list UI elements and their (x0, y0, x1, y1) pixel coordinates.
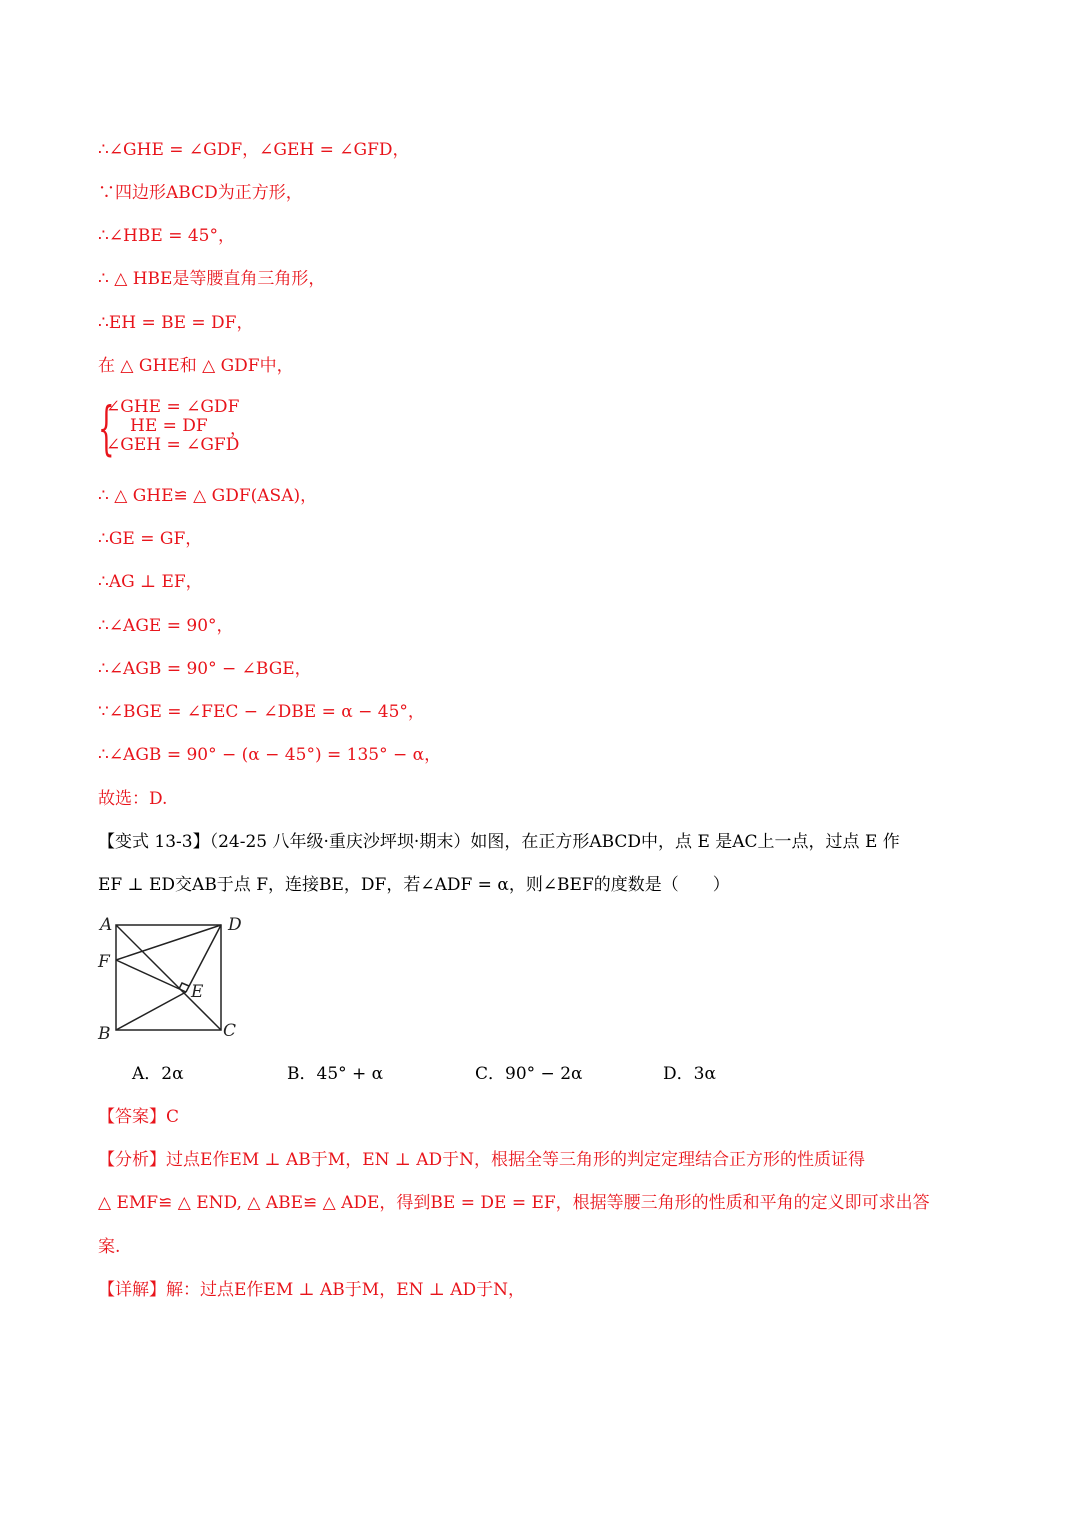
detail-tag: 【详解】 (98, 1280, 166, 1300)
solution-step: 故选：D. (98, 789, 168, 809)
label-e: E (191, 982, 204, 1002)
option-value: 2α (161, 1064, 184, 1084)
label-c: C (223, 1021, 237, 1041)
solution-step: ∴∠GHE = ∠GDF，∠GEH = ∠GFD， (98, 140, 410, 160)
solution-step: ∴GE = GF， (98, 529, 203, 549)
solution-step: ∴∠AGB = 90° − (α − 45°) = 135° − α， (98, 745, 442, 765)
label-a: A (100, 915, 113, 935)
solution-step: ∴∠HBE = 45°， (98, 226, 235, 246)
label-d: D (228, 915, 242, 935)
problem-tag: 【变式 13-3】 (98, 832, 210, 852)
analysis-line: 案. (98, 1237, 121, 1257)
diagonal-ac (116, 925, 221, 1030)
detail-line (98, 1279, 525, 1301)
system-row: ∠GHE = ∠GDF (106, 397, 240, 417)
solution-step: ∵∠BGE = ∠FEC − ∠DBE = α − 45°， (98, 702, 425, 722)
solution-step: ∵四边形ABCD为正方形， (98, 183, 303, 203)
analysis-tag: 【分析】 (98, 1150, 166, 1170)
option-letter: C． (475, 1064, 506, 1084)
system-row: HE = DF (130, 416, 208, 436)
answer-value: C (166, 1107, 180, 1127)
option-value: 45° + α (316, 1064, 384, 1084)
option-letter: A． (132, 1064, 162, 1084)
option-value: 90° − 2α (505, 1064, 583, 1084)
option-letter: D． (663, 1064, 694, 1084)
answer-tag: 【答案】 (98, 1107, 166, 1127)
problem-line (98, 831, 900, 853)
system-row: ∠GEH = ∠GFD (106, 435, 240, 455)
solution-step: ∴∠AGE = 90°， (98, 616, 234, 636)
option-c (475, 1063, 583, 1085)
label-f: F (98, 952, 110, 972)
analysis-line (98, 1149, 865, 1171)
system-tail: ， (230, 419, 247, 439)
solution-step: ∴ △ GHE≌ △ GDF(ASA)， (98, 486, 318, 506)
segment-fe (116, 960, 186, 992)
solution-step: 在 △ GHE和 △ GDF中， (98, 356, 294, 376)
option-d (663, 1063, 716, 1085)
option-a (132, 1063, 184, 1085)
equation-system (98, 394, 398, 462)
option-letter: B． (287, 1064, 317, 1084)
label-b: B (98, 1024, 111, 1044)
detail-text: 解：过点E作EM ⊥ AB于M，EN ⊥ AD于N， (166, 1280, 526, 1300)
solution-step: ∴AG ⊥ EF， (98, 572, 203, 592)
answer-line (98, 1106, 179, 1128)
solution-step: ∴EH = BE = DF， (98, 313, 254, 333)
segment-be (116, 992, 186, 1030)
square-geometry-figure (90, 908, 250, 1048)
option-b (287, 1063, 383, 1085)
solution-step: ∴∠AGB = 90° − ∠BGE， (98, 659, 312, 679)
problem-source: （24-25 八年级·重庆沙坪坝·期末） (209, 832, 471, 852)
problem-line: EF ⊥ ED交AB于点 F，连接BE，DF，若∠ADF = α，则∠BEF的度数是（ ） (98, 875, 730, 895)
solution-step: ∴ △ HBE是等腰直角三角形， (98, 269, 326, 289)
option-value: 3α (693, 1064, 716, 1084)
left-brace-icon: { (98, 394, 115, 462)
problem-text: 如图，在正方形ABCD中，点 E 是AC上一点，过点 E 作 (470, 832, 900, 852)
analysis-line: △ EMF≌ △ END, △ ABE≌ △ ADE，得到BE = DE = EF，根据等腰三角形的性质和平角的定义即可求出答 (98, 1193, 930, 1213)
analysis-text: 过点E作EM ⊥ AB于M，EN ⊥ AD于N，根据全等三角形的判定定理结合正方形的性质证得 (166, 1150, 866, 1170)
